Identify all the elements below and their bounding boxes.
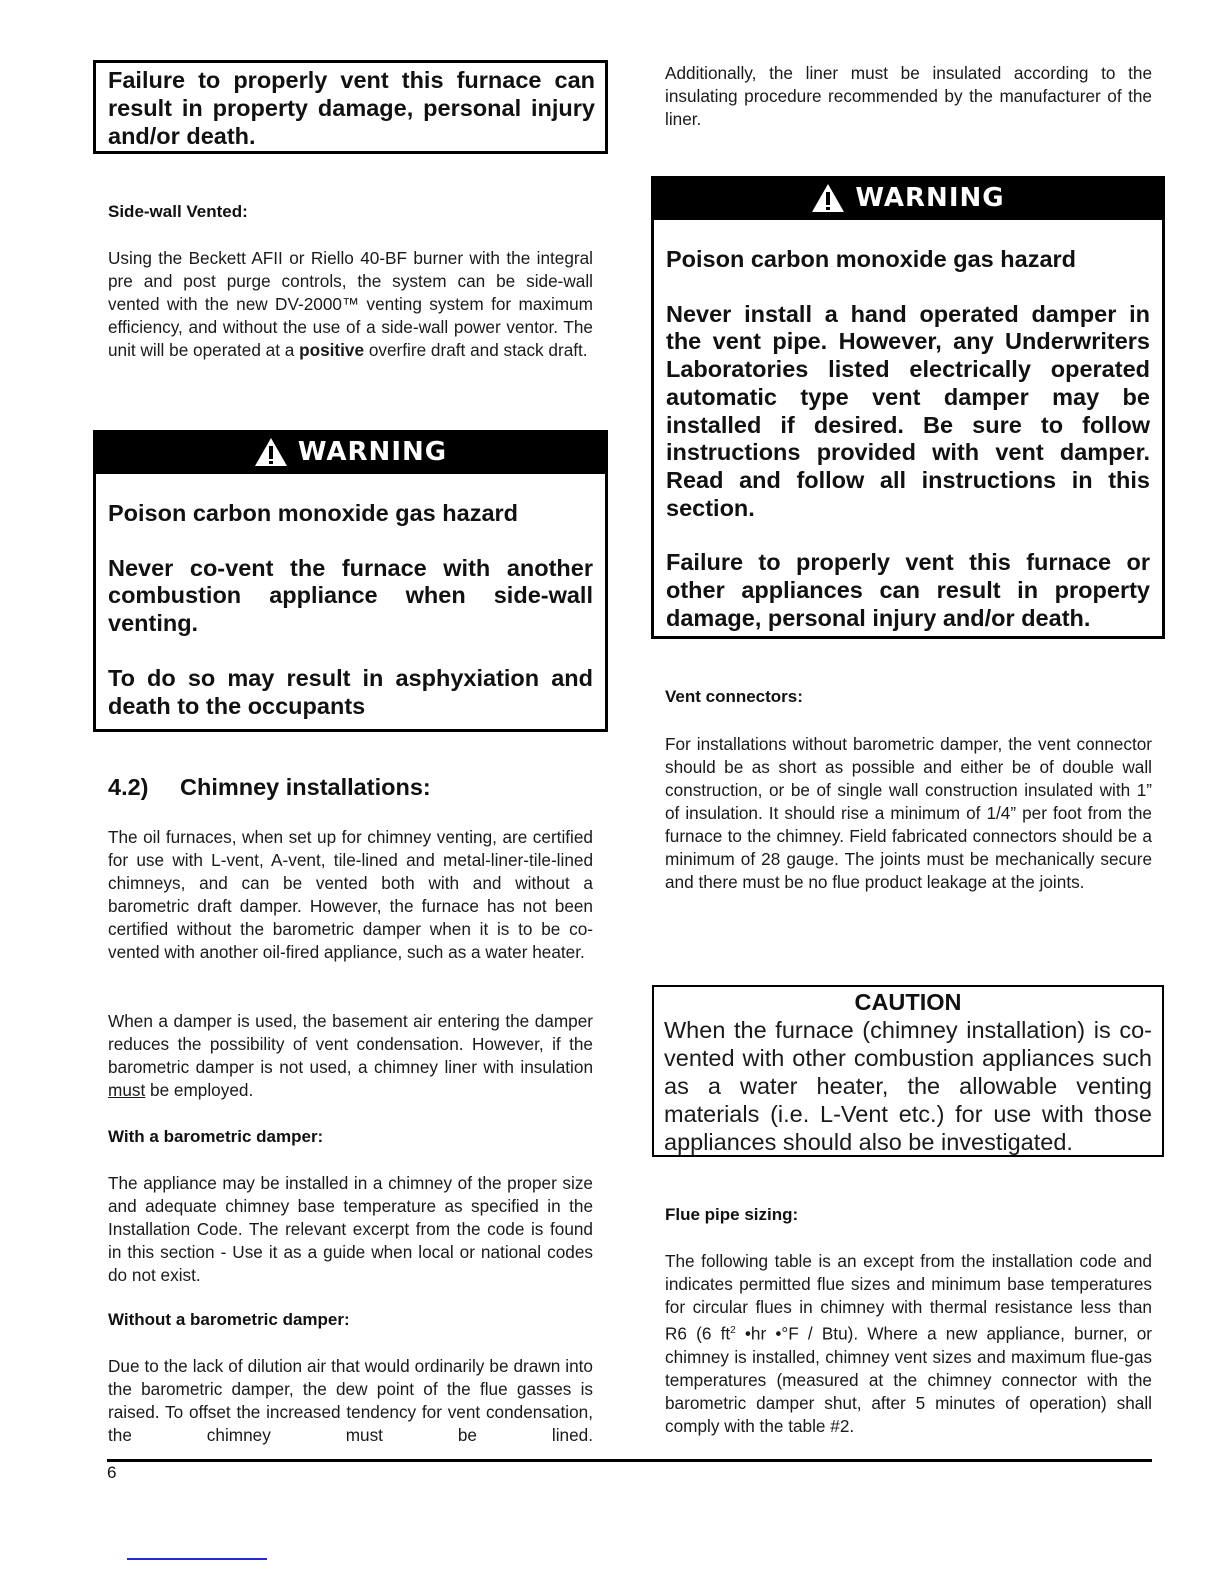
vent-failure-notice-text: Failure to properly vent this furnace can result in property damage, personal injury and/or death. — [108, 67, 595, 149]
flue-pipe-sizing-paragraph: The following table is an except from the installation code and indicates permitted flue sizes and minimum base temperatures for circular flues in chimney with thermal resistance less than R6 (6 $ft^2$ •hr •°F / Btu). Where a new appliance, burner, or chimney is installed, chimney vent sizes and maximum flue-gas temperatures (measured at the chimney connector with the barometric damper shut, after 5 minutes of operation) shall comply with the table #2. — [665, 1251, 1152, 1436]
caution-box — [652, 985, 1164, 1157]
warning-box-side-wall — [93, 430, 608, 732]
liner-insulation-paragraph: Additionally, the liner must be insulated according to the insulating procedure recommended by the manufacturer of the liner. — [665, 63, 1152, 129]
section-title: Chimney installations: — [180, 774, 431, 800]
warning-line-asphyxiation: To do so may result in asphyxiation and death to the occupants — [108, 664, 593, 719]
warning-line-never-covent: Never co-vent the furnace with another combustion appliance when side-wall venting. — [108, 554, 593, 637]
warning-header — [654, 176, 1162, 220]
side-wall-vented-heading: Side-wall Vented: — [108, 202, 248, 221]
footer-link-underline — [127, 1558, 267, 1560]
warning-line-hazard: Poison carbon monoxide gas hazard — [666, 246, 1077, 272]
without-damper-heading: Without a barometric damper: — [108, 1310, 350, 1329]
warning-triangle-icon — [254, 437, 288, 467]
chimney-paragraph-1: The oil furnaces, when set up for chimney venting, are certified for use with L-vent, A-vent, tile-lined and metal-liner-tile-lined chimneys, and can be vented both with and without a barometric draft damper. However, the furnace has not been certified without the barometric damper when it is to be co-vented with another oil-fired appliance, such as a water heater. — [108, 827, 593, 962]
warning-title: WARNING — [855, 183, 1005, 213]
vent-connectors-paragraph: For installations without barometric damper, the vent connector should be as short as possible and either be of double wall construction, or be of single wall construction insulated with 1” of insulation. It should rise a minimum of 1/4” per foot from the furnace to the chimney. Field fabricated connectors should be a minimum of 28 gauge. The joints must be mechanically secure and there must be no flue product leakage at the joints. — [665, 734, 1152, 892]
caution-title: CAUTION — [854, 989, 962, 1015]
warning-body — [654, 220, 1162, 638]
warning-body — [96, 474, 605, 726]
side-wall-vented-paragraph: Using the Beckett AFII or Riello 40-BF burner with the integral pre and post purge controls, the system can be side-wall vented with the new DV-2000™ venting system for maximum efficiency, and without the use of a side-wall power ventor. The unit will be operated at a positive overfire draft and stack draft. — [108, 248, 593, 360]
warning-line-hand-damper: Never install a hand operated damper in the vent pipe. However, any Underwriters Laboratories listed electrically operated automatic type vent damper may be installed if desired. Be sure to follow instructions provided with vent damper. Read and follow all instructions in this section. — [666, 300, 1150, 521]
without-damper-paragraph: Due to the lack of dilution air that would ordinarily be drawn into the barometric damper, the dew point of the flue gasses is raised. To offset the increased tendency for vent condensation, the chimney must be lined. — [108, 1356, 593, 1445]
warning-triangle-icon — [811, 183, 845, 213]
chimney-paragraph-2: When a damper is used, the basement air entering the damper reduces the possibility of vent condensation. However, if the barometric damper is not used, a chimney liner with insulation must be employed. — [108, 1011, 593, 1100]
with-damper-paragraph: The appliance may be installed in a chimney of the proper size and adequate chimney base temperature as specified in the Installation Code. The relevant excerpt from the code is found in this section - Use it as a guide when local or national codes do not exist. — [108, 1173, 593, 1285]
warning-box-damper — [651, 176, 1165, 639]
must-emphasis: must — [108, 1080, 146, 1100]
positive-emphasis: positive — [299, 340, 365, 360]
page-number: 6 — [107, 1463, 117, 1482]
warning-title: WARNING — [297, 437, 448, 467]
footer-rule — [107, 1459, 1152, 1462]
section-number: 4.2) — [108, 774, 149, 800]
warning-header — [96, 430, 605, 474]
section-heading-chimney — [108, 774, 431, 801]
vent-connectors-heading: Vent connectors: — [665, 687, 803, 706]
vent-failure-notice-box — [93, 60, 608, 154]
flue-pipe-sizing-heading: Flue pipe sizing: — [665, 1205, 799, 1224]
with-damper-heading: With a barometric damper: — [108, 1127, 324, 1146]
caution-text: When the furnace (chimney installation) is co-vented with other combustion appliances such as a water heater, the allowable venting materials (i.e. L-Vent etc.) for use with those appliances should also be investigated. — [664, 1017, 1152, 1155]
warning-line-hazard: Poison carbon monoxide gas hazard — [108, 500, 519, 526]
warning-line-failure: Failure to properly vent this furnace or other appliances can result in property damage, personal injury and/or death. — [666, 549, 1150, 631]
